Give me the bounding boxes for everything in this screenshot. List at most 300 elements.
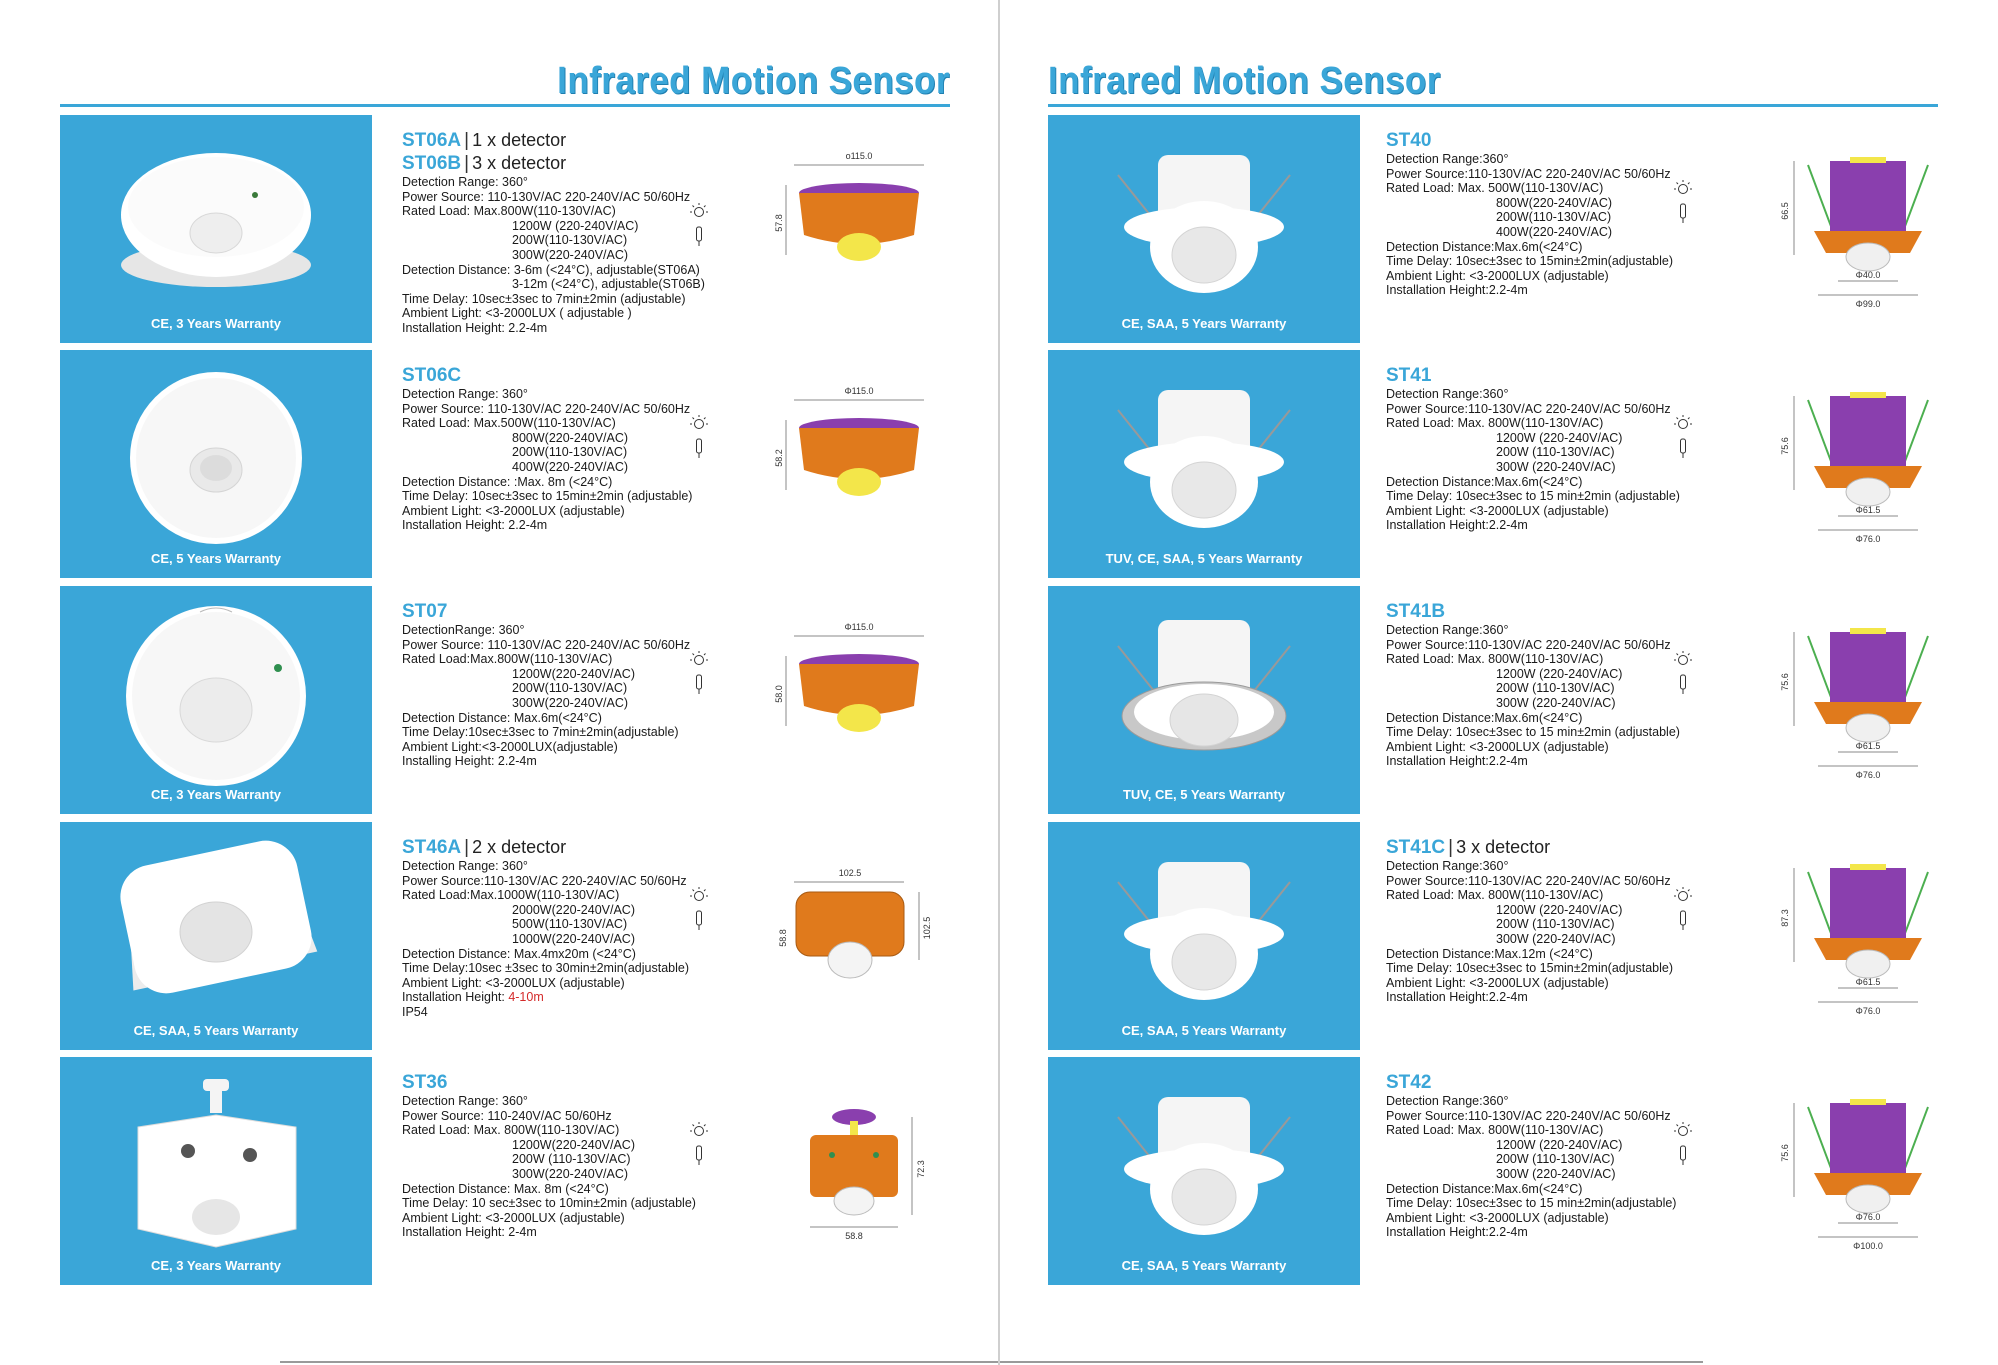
sensor-illustration — [1048, 115, 1360, 315]
spec-line — [1386, 445, 1806, 460]
spec-text: Time Delay: 10sec±3sec to 15 min±2min (adjustable) — [1386, 725, 1680, 740]
spec-line — [402, 387, 822, 402]
model-code: ST41 — [1386, 365, 1432, 386]
load-type-icons — [690, 203, 708, 251]
spec-text: 300W (220-240V/AC) — [1496, 1166, 1616, 1181]
dimension-label: 58.0 — [774, 685, 784, 703]
spec-line — [1386, 932, 1806, 947]
spec-text: Detection Range:360° — [1386, 859, 1509, 873]
spec-text: Detection Distance:Max.6m(<24°C) — [1386, 474, 1583, 489]
model-description: 2 x detector — [472, 837, 567, 857]
spec-line — [402, 518, 822, 533]
spec-text: Detection Distance:Max.6m(<24°C) — [1386, 239, 1583, 254]
dimension-label: 87.3 — [1780, 909, 1790, 927]
spec-text: Detection Range:360° — [1386, 152, 1509, 166]
model-heading — [402, 152, 822, 175]
spec-text: Detection Range: 360° — [402, 859, 528, 873]
spec-line — [402, 277, 822, 292]
left-page — [0, 0, 998, 1365]
spec-text: 200W(110-130V/AC) — [512, 233, 628, 248]
spec-line — [1386, 387, 1806, 402]
dimension-label: 58.8 — [778, 929, 788, 947]
spec-text: Detection Distance: 3-6m (<24°C), adjustable(ST06A) — [402, 262, 700, 277]
spec-text: Ambient Light: <3-2000LUX (adjustable) — [402, 1210, 625, 1225]
sensor-illustration — [60, 822, 372, 1022]
spec-text: Installation Height:2.2-4m — [1386, 518, 1528, 533]
spec-line — [402, 204, 822, 219]
warranty-label: CE, SAA, 5 Years Warranty — [1121, 1023, 1287, 1038]
spec-line — [1386, 623, 1806, 638]
spec-line — [1386, 1138, 1806, 1153]
spec-line — [402, 947, 822, 962]
dimension-label: 102.5 — [838, 868, 862, 878]
spec-text: Ambient Light: <3-2000LUX (adjustable) — [1386, 503, 1609, 518]
spec-text: Installing Height: 2.2-4m — [402, 754, 537, 769]
spec-text: Time Delay: 10sec±3sec to 15min±2min(adjustable) — [1386, 254, 1673, 269]
spec-text: Time Delay: 10sec±3sec to 15min±2min (adjustable) — [402, 489, 693, 504]
spec-line — [1386, 402, 1806, 417]
spec-line — [1386, 196, 1806, 211]
spec-text: Power Source:110-130V/AC 220-240V/AC 50/60Hz — [402, 873, 687, 888]
product-photo-st40 — [1048, 115, 1360, 343]
spec-line — [1386, 711, 1806, 726]
technical-drawing-st41b — [1778, 606, 1948, 796]
spec-text: Installation Height:2.2-4m — [1386, 990, 1528, 1005]
spec-line — [402, 961, 822, 976]
load-type-icons — [1674, 415, 1692, 463]
product-photo-st36 — [60, 1057, 372, 1285]
spec-text: 1200W (220-240V/AC) — [512, 218, 639, 233]
spec-text: Detection Distance: Max.6m(<24°C) — [402, 710, 602, 725]
spec-text: Rated Load: Max.500W(110-130V/AC) — [402, 416, 616, 431]
spec-text: Rated Load:Max.800W(110-130V/AC) — [402, 652, 613, 667]
spec-line — [402, 696, 822, 711]
spec-text: Ambient Light:<3-2000LUX(adjustable) — [402, 739, 618, 754]
spec-line — [402, 1196, 822, 1211]
spec-text: Time Delay: 10sec±3sec to 15min±2min(adjustable) — [1386, 961, 1673, 976]
right-page — [1000, 0, 1998, 1365]
technical-drawing-st36 — [774, 1077, 944, 1267]
spec-line — [402, 1211, 822, 1226]
spec-text: Installation Height: 2-4m — [402, 1225, 537, 1240]
model-code: ST36 — [402, 1072, 448, 1093]
spec-lines — [1386, 387, 1806, 533]
dimension-label: 75.6 — [1780, 673, 1790, 691]
spec-text: 300W(220-240V/AC) — [512, 247, 629, 262]
dimension-label: 72.3 — [916, 1160, 926, 1178]
spec-block — [1386, 836, 1806, 1005]
product-row-st40 — [1048, 115, 1948, 343]
dimension-label: Φ100.0 — [1853, 1241, 1883, 1251]
spec-line — [402, 445, 822, 460]
spec-text: Power Source:110-130V/AC 220-240V/AC 50/60Hz — [1386, 1108, 1671, 1123]
model-heading — [402, 129, 822, 152]
model-heading — [402, 364, 822, 387]
spec-line — [1386, 874, 1806, 889]
spec-block — [402, 129, 822, 336]
product-row-st46a — [60, 822, 950, 1050]
product-photo-st41 — [1048, 350, 1360, 578]
spec-line — [402, 219, 822, 234]
model-code: ST40 — [1386, 130, 1432, 151]
spec-text: Power Source: 110-130V/AC 220-240V/AC 50/60Hz — [402, 401, 691, 416]
spec-line — [1386, 1152, 1806, 1167]
load-type-icons — [690, 415, 708, 463]
spec-line — [402, 1225, 822, 1240]
model-heading — [1386, 600, 1806, 623]
spec-line — [402, 233, 822, 248]
product-row-st41c — [1048, 822, 1948, 1050]
warranty-label: CE, 3 Years Warranty — [150, 1258, 282, 1273]
spec-line — [1386, 504, 1806, 519]
dimension-label: Φ61.5 — [1855, 741, 1881, 751]
spec-line — [402, 623, 822, 638]
spec-line — [402, 475, 822, 490]
spec-line — [402, 725, 822, 740]
spec-line — [1386, 1196, 1806, 1211]
spec-line — [1386, 652, 1806, 667]
spec-text: Installation Height:2.2-4m — [1386, 283, 1528, 298]
spec-text: Installation Height: 2.2-4m — [402, 320, 548, 335]
spec-line — [402, 190, 822, 205]
dimension-label: ο115.0 — [845, 151, 873, 161]
dimension-label: Φ61.5 — [1855, 977, 1881, 987]
spec-text: Detection Distance: Max.4mx20m (<24°C) — [402, 946, 636, 961]
spec-text: Power Source:110-130V/AC 220-240V/AC 50/60Hz — [1386, 401, 1671, 416]
product-row-st07 — [60, 586, 950, 814]
spec-line — [402, 1094, 822, 1109]
product-photo-st06c — [60, 350, 372, 578]
spec-text: Power Source:110-130V/AC 220-240V/AC 50/60Hz — [1386, 873, 1671, 888]
model-description: 1 x detector — [472, 130, 567, 150]
spec-line — [1386, 990, 1806, 1005]
spec-block — [1386, 129, 1806, 298]
spec-line — [402, 990, 822, 1005]
spec-text: 1200W(220-240V/AC) — [512, 1137, 635, 1152]
dimension-label: 75.6 — [1780, 437, 1790, 455]
spec-lines — [402, 859, 822, 1020]
spec-text: Time Delay:10sec ±3sec to 30min±2min(adjustable) — [402, 961, 689, 976]
dimension-label: Φ76.0 — [1855, 1006, 1881, 1016]
spec-line — [1386, 888, 1806, 903]
spec-text: Ambient Light: <3-2000LUX (adjustable) — [1386, 268, 1609, 283]
spec-text: Time Delay: 10sec±3sec to 15 min±2min (adjustable) — [1386, 489, 1680, 504]
spec-line — [402, 175, 822, 190]
spec-lines — [402, 623, 822, 769]
dimension-label: 75.6 — [1780, 1144, 1790, 1162]
lamp-icon — [690, 415, 708, 459]
spec-text: 500W(110-130V/AC) — [512, 917, 628, 932]
spec-line — [402, 1123, 822, 1138]
spec-line — [1386, 210, 1806, 225]
spec-block — [402, 1071, 822, 1240]
load-type-icons — [690, 887, 708, 935]
model-description: 3 x detector — [1456, 837, 1551, 857]
load-type-icons — [1674, 1122, 1692, 1170]
model-divider: | — [1448, 837, 1454, 858]
spec-text: Ambient Light: <3-2000LUX (adjustable) — [402, 503, 625, 518]
spec-text: 300W (220-240V/AC) — [1496, 931, 1616, 946]
spec-line — [1386, 681, 1806, 696]
dimension-label: Φ115.0 — [844, 386, 874, 396]
spec-line — [402, 263, 822, 278]
spec-line — [1386, 1123, 1806, 1138]
spec-text: 3-12m (<24°C), adjustable(ST06B) — [512, 277, 705, 292]
spec-text: Rated Load: Max. 500W(110-130V/AC) — [1386, 181, 1604, 196]
spec-line — [1386, 917, 1806, 932]
product-photo-st41b — [1048, 586, 1360, 814]
sensor-illustration — [1048, 586, 1360, 786]
spec-text: Time Delay: 10sec±3sec to 15 min±2min(adjustable) — [1386, 1196, 1677, 1211]
spec-line — [1386, 1094, 1806, 1109]
spec-line — [402, 416, 822, 431]
lamp-icon — [1674, 415, 1692, 459]
spec-line — [402, 489, 822, 504]
sensor-illustration — [1048, 350, 1360, 550]
dimension-label: 58.8 — [845, 1231, 863, 1241]
spec-line — [402, 874, 822, 889]
spec-text: Installation Height: — [402, 990, 509, 1005]
load-type-icons — [1674, 887, 1692, 935]
page-title-left: Infrared Motion Sensor — [557, 60, 950, 102]
spec-text: Power Source: 110-130V/AC 220-240V/AC 50/60Hz — [402, 637, 691, 652]
model-heading — [1386, 129, 1806, 152]
model-code: ST06C — [402, 365, 462, 386]
spec-text: Installation Height:2.2-4m — [1386, 754, 1528, 769]
warranty-label: TUV, CE, 5 Years Warranty — [1122, 787, 1286, 802]
model-code: ST46A — [402, 837, 462, 858]
lamp-icon — [1674, 651, 1692, 695]
spec-line — [1386, 1167, 1806, 1182]
spec-text: Detection Range: 360° — [402, 1094, 528, 1108]
spec-line — [1386, 976, 1806, 991]
model-divider: | — [464, 153, 470, 174]
spec-text: Ambient Light: <3-2000LUX (adjustable) — [1386, 975, 1609, 990]
spec-text: Rated Load: Max. 800W(110-130V/AC) — [1386, 1123, 1604, 1138]
spec-line — [402, 248, 822, 263]
dimension-label: Φ76.0 — [1855, 770, 1881, 780]
spec-block — [1386, 1071, 1806, 1240]
dimension-label: Φ40.0 — [1855, 270, 1881, 280]
spec-text: 1200W(220-240V/AC) — [512, 666, 635, 681]
spec-line — [402, 402, 822, 417]
spec-line — [402, 431, 822, 446]
spec-text: Rated Load: Max.800W(110-130V/AC) — [402, 204, 616, 219]
spec-line — [402, 460, 822, 475]
spec-text: 800W(220-240V/AC) — [512, 430, 629, 445]
spec-line — [1386, 416, 1806, 431]
sensor-illustration — [1048, 822, 1360, 1022]
spec-text: Ambient Light: <3-2000LUX (adjustable) — [1386, 1210, 1609, 1225]
spec-line — [402, 917, 822, 932]
sensor-illustration — [1048, 1057, 1360, 1257]
footer-rule-right — [1000, 1361, 1703, 1363]
model-code: ST41C — [1386, 837, 1446, 858]
spec-line — [1386, 431, 1806, 446]
dimension-label: Φ99.0 — [1855, 299, 1881, 309]
model-heading — [402, 600, 822, 623]
model-heading — [1386, 364, 1806, 387]
spec-line — [402, 859, 822, 874]
spec-line — [402, 667, 822, 682]
spec-line — [1386, 254, 1806, 269]
spec-line — [1386, 696, 1806, 711]
load-type-icons — [1674, 180, 1692, 228]
spec-line — [1386, 1109, 1806, 1124]
model-heading — [1386, 836, 1806, 859]
spec-text: Ambient Light: <3-2000LUX ( adjustable ) — [402, 306, 632, 321]
spec-line — [1386, 475, 1806, 490]
spec-text: IP54 — [402, 1004, 428, 1019]
spec-lines — [402, 387, 822, 533]
load-type-icons — [690, 1122, 708, 1170]
warranty-label: CE, 3 Years Warranty — [150, 787, 282, 802]
spec-lines — [402, 175, 822, 336]
spec-line — [1386, 667, 1806, 682]
spec-line — [402, 1005, 822, 1020]
spec-text: 1000W(220-240V/AC) — [512, 931, 635, 946]
lamp-icon — [690, 651, 708, 695]
spec-text: 400W(220-240V/AC) — [1496, 224, 1613, 239]
spec-line — [1386, 489, 1806, 504]
spec-text: Detection Distance:Max.6m(<24°C) — [1386, 1181, 1583, 1196]
spec-line — [1386, 518, 1806, 533]
spec-line — [1386, 859, 1806, 874]
spec-text: 800W(220-240V/AC) — [1496, 195, 1613, 210]
spec-line — [402, 1152, 822, 1167]
spec-line — [402, 740, 822, 755]
spec-line — [1386, 1211, 1806, 1226]
spec-line — [1386, 638, 1806, 653]
spec-text: Detection Range:360° — [1386, 1094, 1509, 1108]
spec-text: 1200W (220-240V/AC) — [1496, 666, 1623, 681]
technical-drawing-st41 — [1778, 370, 1948, 560]
spec-text: Rated Load: Max. 800W(110-130V/AC) — [402, 1123, 620, 1138]
spec-block — [402, 364, 822, 533]
model-code: ST06B — [402, 153, 462, 174]
spec-line — [402, 292, 822, 307]
spec-text: Time Delay: 10 sec±3sec to 10min±2min (adjustable) — [402, 1196, 696, 1211]
spec-text: Detection Range:360° — [1386, 387, 1509, 401]
dimension-label: Φ115.0 — [844, 622, 874, 632]
lamp-icon — [1674, 180, 1692, 224]
spec-text: 200W (110-130V/AC) — [512, 1152, 631, 1167]
spec-text: 200W (110-130V/AC) — [1496, 445, 1615, 460]
spec-line — [402, 638, 822, 653]
spec-text: 300W(220-240V/AC) — [512, 695, 629, 710]
spec-text: DetectionRange: 360° — [402, 623, 525, 637]
technical-drawing-st07 — [774, 606, 944, 796]
product-row-st06a — [60, 115, 950, 343]
spec-text: 2000W(220-240V/AC) — [512, 902, 635, 917]
technical-drawing-st40 — [1778, 135, 1948, 325]
spec-text: 1200W (220-240V/AC) — [1496, 430, 1623, 445]
spec-text: 300W (220-240V/AC) — [1496, 459, 1616, 474]
spec-text: Ambient Light: <3-2000LUX (adjustable) — [1386, 739, 1609, 754]
spec-lines — [1386, 623, 1806, 769]
warranty-label: CE, SAA, 5 Years Warranty — [1121, 1258, 1287, 1273]
title-rule-left — [60, 104, 950, 107]
spec-text: Detection Distance:Max.12m (<24°C) — [1386, 946, 1593, 961]
technical-drawing-st46a — [774, 842, 944, 1032]
dimension-label: 57.8 — [774, 214, 784, 232]
spec-line — [1386, 754, 1806, 769]
spec-text: Power Source:110-130V/AC 220-240V/AC 50/60Hz — [1386, 166, 1671, 181]
lamp-icon — [1674, 887, 1692, 931]
lamp-icon — [690, 1122, 708, 1166]
spec-text: Installation Height: 2.2-4m — [402, 518, 548, 533]
spec-text: Rated Load: Max. 800W(110-130V/AC) — [1386, 652, 1604, 667]
technical-drawing-st06c — [774, 370, 944, 560]
spec-line — [1386, 740, 1806, 755]
spec-text: 200W(110-130V/AC) — [512, 681, 628, 696]
dimension-label: Φ76.0 — [1855, 534, 1881, 544]
product-row-st42 — [1048, 1057, 1948, 1285]
technical-drawing-st42 — [1778, 1077, 1948, 1267]
spec-line — [1386, 1182, 1806, 1197]
spec-text: 1200W (220-240V/AC) — [1496, 1137, 1623, 1152]
lamp-icon — [1674, 1122, 1692, 1166]
spec-text: Time Delay:10sec±3sec to 7min±2min(adjustable) — [402, 725, 679, 740]
spec-line — [1386, 460, 1806, 475]
model-heading — [1386, 1071, 1806, 1094]
spec-block — [1386, 600, 1806, 769]
warranty-label: CE, SAA, 5 Years Warranty — [1121, 316, 1287, 331]
spec-line — [1386, 283, 1806, 298]
spec-text: Detection Range:360° — [1386, 623, 1509, 637]
model-code: ST07 — [402, 601, 448, 622]
model-code: ST42 — [1386, 1072, 1432, 1093]
product-row-st41b — [1048, 586, 1948, 814]
product-photo-st41c — [1048, 822, 1360, 1050]
spec-line — [1386, 225, 1806, 240]
spec-lines — [1386, 152, 1806, 298]
spec-text: Power Source:110-130V/AC 220-240V/AC 50/60Hz — [1386, 637, 1671, 652]
warranty-label: CE, 5 Years Warranty — [150, 551, 282, 566]
spec-text: Detection Distance:Max.6m(<24°C) — [1386, 710, 1583, 725]
sensor-illustration — [60, 350, 372, 550]
spec-text: Detection Distance: Max. 8m (<24°C) — [402, 1181, 609, 1196]
spec-text: 200W (110-130V/AC) — [1496, 1152, 1615, 1167]
model-heading — [402, 836, 822, 859]
spec-line — [402, 306, 822, 321]
spec-line — [402, 1182, 822, 1197]
spec-line — [1386, 947, 1806, 962]
product-row-st06c — [60, 350, 950, 578]
spec-text: 200W (110-130V/AC) — [1496, 681, 1615, 696]
model-divider: | — [464, 837, 470, 858]
title-rule-right — [1048, 104, 1938, 107]
spec-lines — [1386, 859, 1806, 1005]
model-divider: | — [464, 130, 470, 151]
spec-block — [402, 836, 822, 1020]
spec-line — [1386, 725, 1806, 740]
spec-text: Power Source: 110-130V/AC 220-240V/AC 50/60Hz — [402, 189, 691, 204]
spec-text: Detection Distance: :Max. 8m (<24°C) — [402, 474, 613, 489]
spec-block — [402, 600, 822, 769]
spec-text: Detection Range: 360° — [402, 387, 528, 401]
product-row-st41 — [1048, 350, 1948, 578]
load-type-icons — [1674, 651, 1692, 699]
spec-line — [402, 754, 822, 769]
lamp-icon — [690, 887, 708, 931]
spec-line — [1386, 240, 1806, 255]
spec-line — [402, 1167, 822, 1182]
spec-block — [1386, 364, 1806, 533]
spec-line — [1386, 269, 1806, 284]
product-photo-st07 — [60, 586, 372, 814]
sensor-illustration — [60, 115, 372, 315]
